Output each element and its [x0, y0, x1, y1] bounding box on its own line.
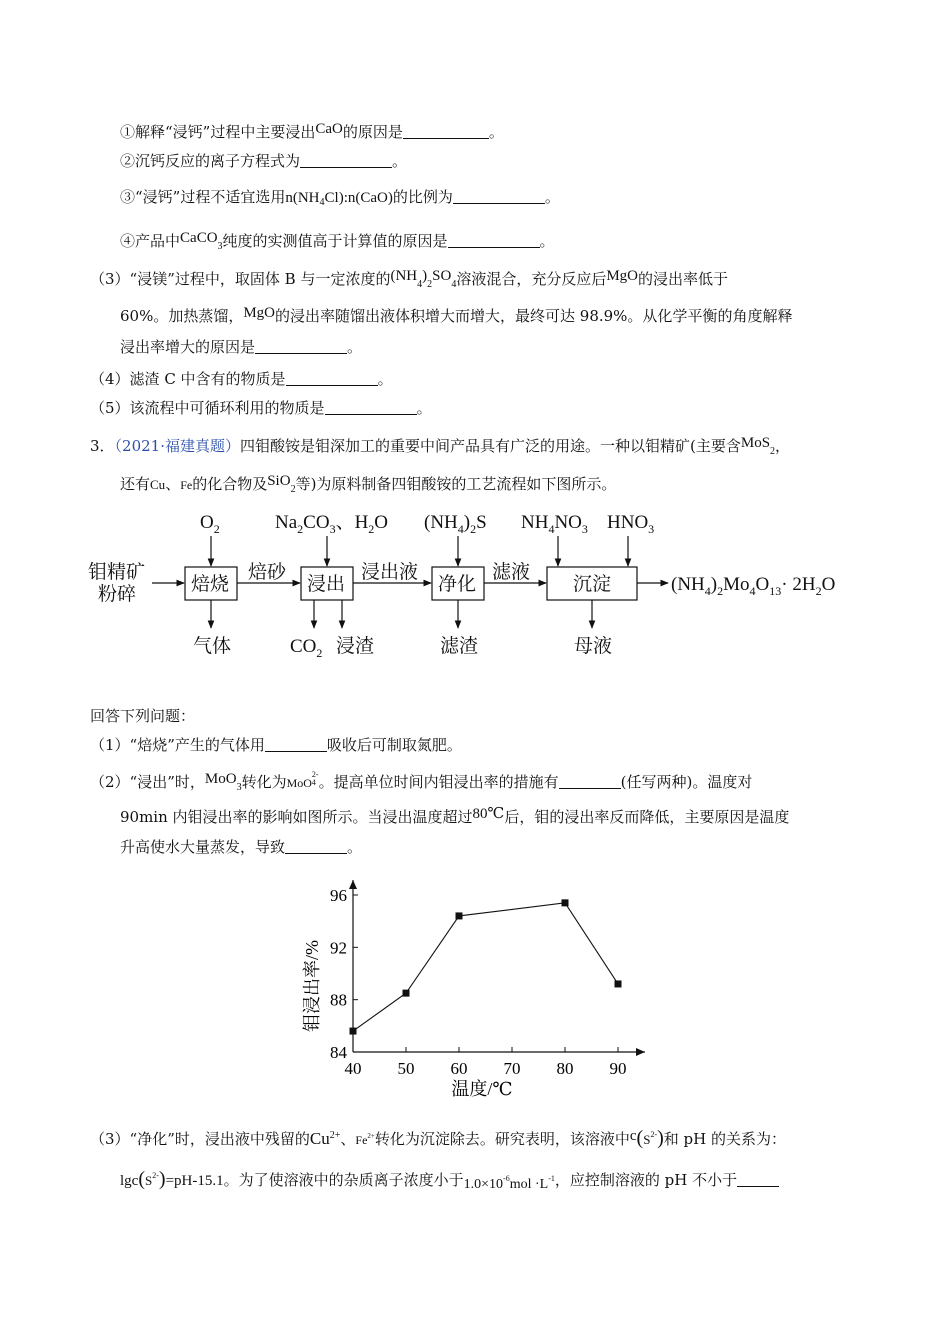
q2-item-2: ②沉钙反应的离子方程式为 。: [120, 152, 408, 170]
svg-text:净化: 净化: [438, 574, 477, 595]
flow-top-reagent: $NH_4NO_3$: [521, 512, 588, 536]
answer-blank[interactable]: [285, 839, 347, 854]
svg-text:沉淀: 沉淀: [573, 574, 612, 595]
answer-blank[interactable]: [255, 339, 347, 354]
chart-x-tick-label: 70: [503, 1059, 521, 1078]
flow-output: $CO_2$: [290, 636, 323, 660]
answer-blank[interactable]: [265, 737, 327, 752]
chart-xlabel: 温度/℃: [451, 1079, 513, 1099]
q3-part-2-line-3: 升高使水大量蒸发，导致 。: [120, 838, 363, 856]
answer-blank[interactable]: [325, 400, 417, 415]
chart-x-tick-label: 60: [450, 1059, 468, 1078]
q2-item-4: ④产品中CaCO$_3$纯度的实测值高于计算值的原因是 。: [120, 230, 555, 252]
chart-y-tick-label: 92: [330, 938, 347, 958]
q2-part-4: （4）滤渣 C 中含有的物质是 。: [90, 370, 393, 388]
flow-product: $(NH_4)_2Mo_4O_{13}\cdot 2H_2O$: [671, 574, 836, 598]
chart-series-line: [353, 903, 618, 1031]
q2-item-1: ①解释“浸钙”过程中主要浸出CaO的原因是 。: [120, 121, 504, 141]
flow-arrow-label: 浸出液: [361, 562, 419, 583]
answer-blank[interactable]: [300, 153, 392, 168]
q3-intro-line-1: 3．（2021·福建真题）四钼酸铵是钼深加工的重要中间产品具有广泛的用途。一种以钼精矿(主要含MoS$_2$，: [90, 435, 791, 457]
chart-x-tick-label: 90: [609, 1059, 627, 1078]
molybdenum-leach-rate-chart: [295, 868, 665, 1108]
flow-top-reagent: $(NH_4)_2S$: [424, 512, 487, 536]
chart-ylabel: 钼浸出率/%: [302, 940, 322, 1032]
q3-part-3: （3）“净化”时，浸出液中残留的$Cu^{2+}$、$Fe^{2+}$转化为沉淀除去。研究表明，该溶液中$c(S^{2-})$和 pH 的关系为：: [90, 1127, 787, 1149]
chart-y-tick-label: 96: [330, 886, 347, 905]
chart-x-axis-arrow: [636, 1048, 645, 1056]
q2-item-3: ③“浸钙”过程不适宜选用$n(NH_4Cl):n(CaO)$的比例为 。: [120, 188, 560, 208]
answer-blank[interactable]: [448, 233, 540, 248]
q2-part-3: （3）“浸镁”过程中，取固体 B 与一定浓度的$(NH_4)_2SO_4$溶液混合，充分反应后MgO的浸出率低于: [90, 268, 729, 290]
flow-top-reagent: $HNO_3$: [607, 512, 655, 536]
answer-blank[interactable]: [737, 1172, 779, 1187]
chart-data-point: [456, 912, 463, 919]
flow-input-label: 粉碎: [98, 584, 137, 605]
chart-y-axis-arrow: [349, 880, 357, 889]
chart-data-point: [615, 980, 622, 987]
answer-blank[interactable]: [559, 774, 621, 789]
flow-output: 浸渣: [336, 636, 375, 657]
answer-blank[interactable]: [453, 189, 545, 204]
q2-part-5: （5）该流程中可循环利用的物质是 。: [90, 399, 432, 417]
answer-blank[interactable]: [403, 124, 489, 139]
chart-data-point: [350, 1028, 357, 1035]
flow-output: 滤渣: [440, 636, 479, 657]
q2-part-3-line-2: 60%。加热蒸馏，MgO的浸出率随馏出液体积增大而增大，最终可达 98.9%。从化学平衡的角度解释: [120, 305, 793, 325]
process-flow-diagram: [80, 500, 880, 670]
chart-x-tick-label: 40: [344, 1059, 362, 1078]
svg-text:焙烧: 焙烧: [191, 574, 230, 595]
chart-y-tick-label: 88: [330, 990, 347, 1010]
q3-part-3-line-2: $\lg c(S^{2-})=pH-15.1$。为了使溶液中的杂质离子浓度小于$1.0\times 10^{-6}mol \cdot L^{-1}$，应控制溶液的 pH 不小于: [120, 1166, 779, 1195]
flow-arrow-label: 滤液: [492, 562, 531, 583]
svg-text:浸出: 浸出: [307, 574, 346, 595]
q3-intro-line-2: 还有Cu、Fe的化合物及SiO$_2$等)为原料制备四钼酸铵的工艺流程如下图所示。: [120, 473, 617, 495]
q3-part-2-line-2: 90min 内钼浸出率的影响如图所示。当浸出温度超过80℃后，钼的浸出率反而降低，主要原因是温度: [120, 806, 790, 826]
chart-data-point: [403, 990, 410, 997]
flow-input-label: 钼精矿: [88, 562, 146, 583]
flow-output: 气体: [193, 636, 232, 657]
flow-top-reagent: $O_2$: [200, 512, 220, 536]
answer-intro: 回答下列问题：: [90, 707, 196, 725]
chart-data-point: [562, 899, 569, 906]
answer-blank[interactable]: [286, 371, 378, 386]
chart-y-tick-label: 84: [330, 1043, 347, 1062]
q2-part-3-line-3: 浸出率增大的原因是 。: [120, 338, 363, 356]
flow-top-reagent: $Na_2CO_3$、$H_2O$: [275, 512, 389, 536]
chart-x-tick-label: 50: [397, 1059, 415, 1078]
chart-x-tick-label: 80: [556, 1059, 574, 1078]
q3-part-1: （1）“焙烧”产生的气体用 吸收后可制取氮肥。: [90, 736, 462, 754]
question-source: （2021·福建真题）: [114, 437, 240, 455]
q3-part-2: （2）“浸出”时，MoO$_3$转化为MoO 2- 4 。提高单位时间内钼浸出率的措施有 (任写两种)。温度对: [90, 770, 753, 793]
flow-arrow-label: 焙砂: [248, 562, 287, 583]
flow-output: 母液: [574, 636, 613, 657]
